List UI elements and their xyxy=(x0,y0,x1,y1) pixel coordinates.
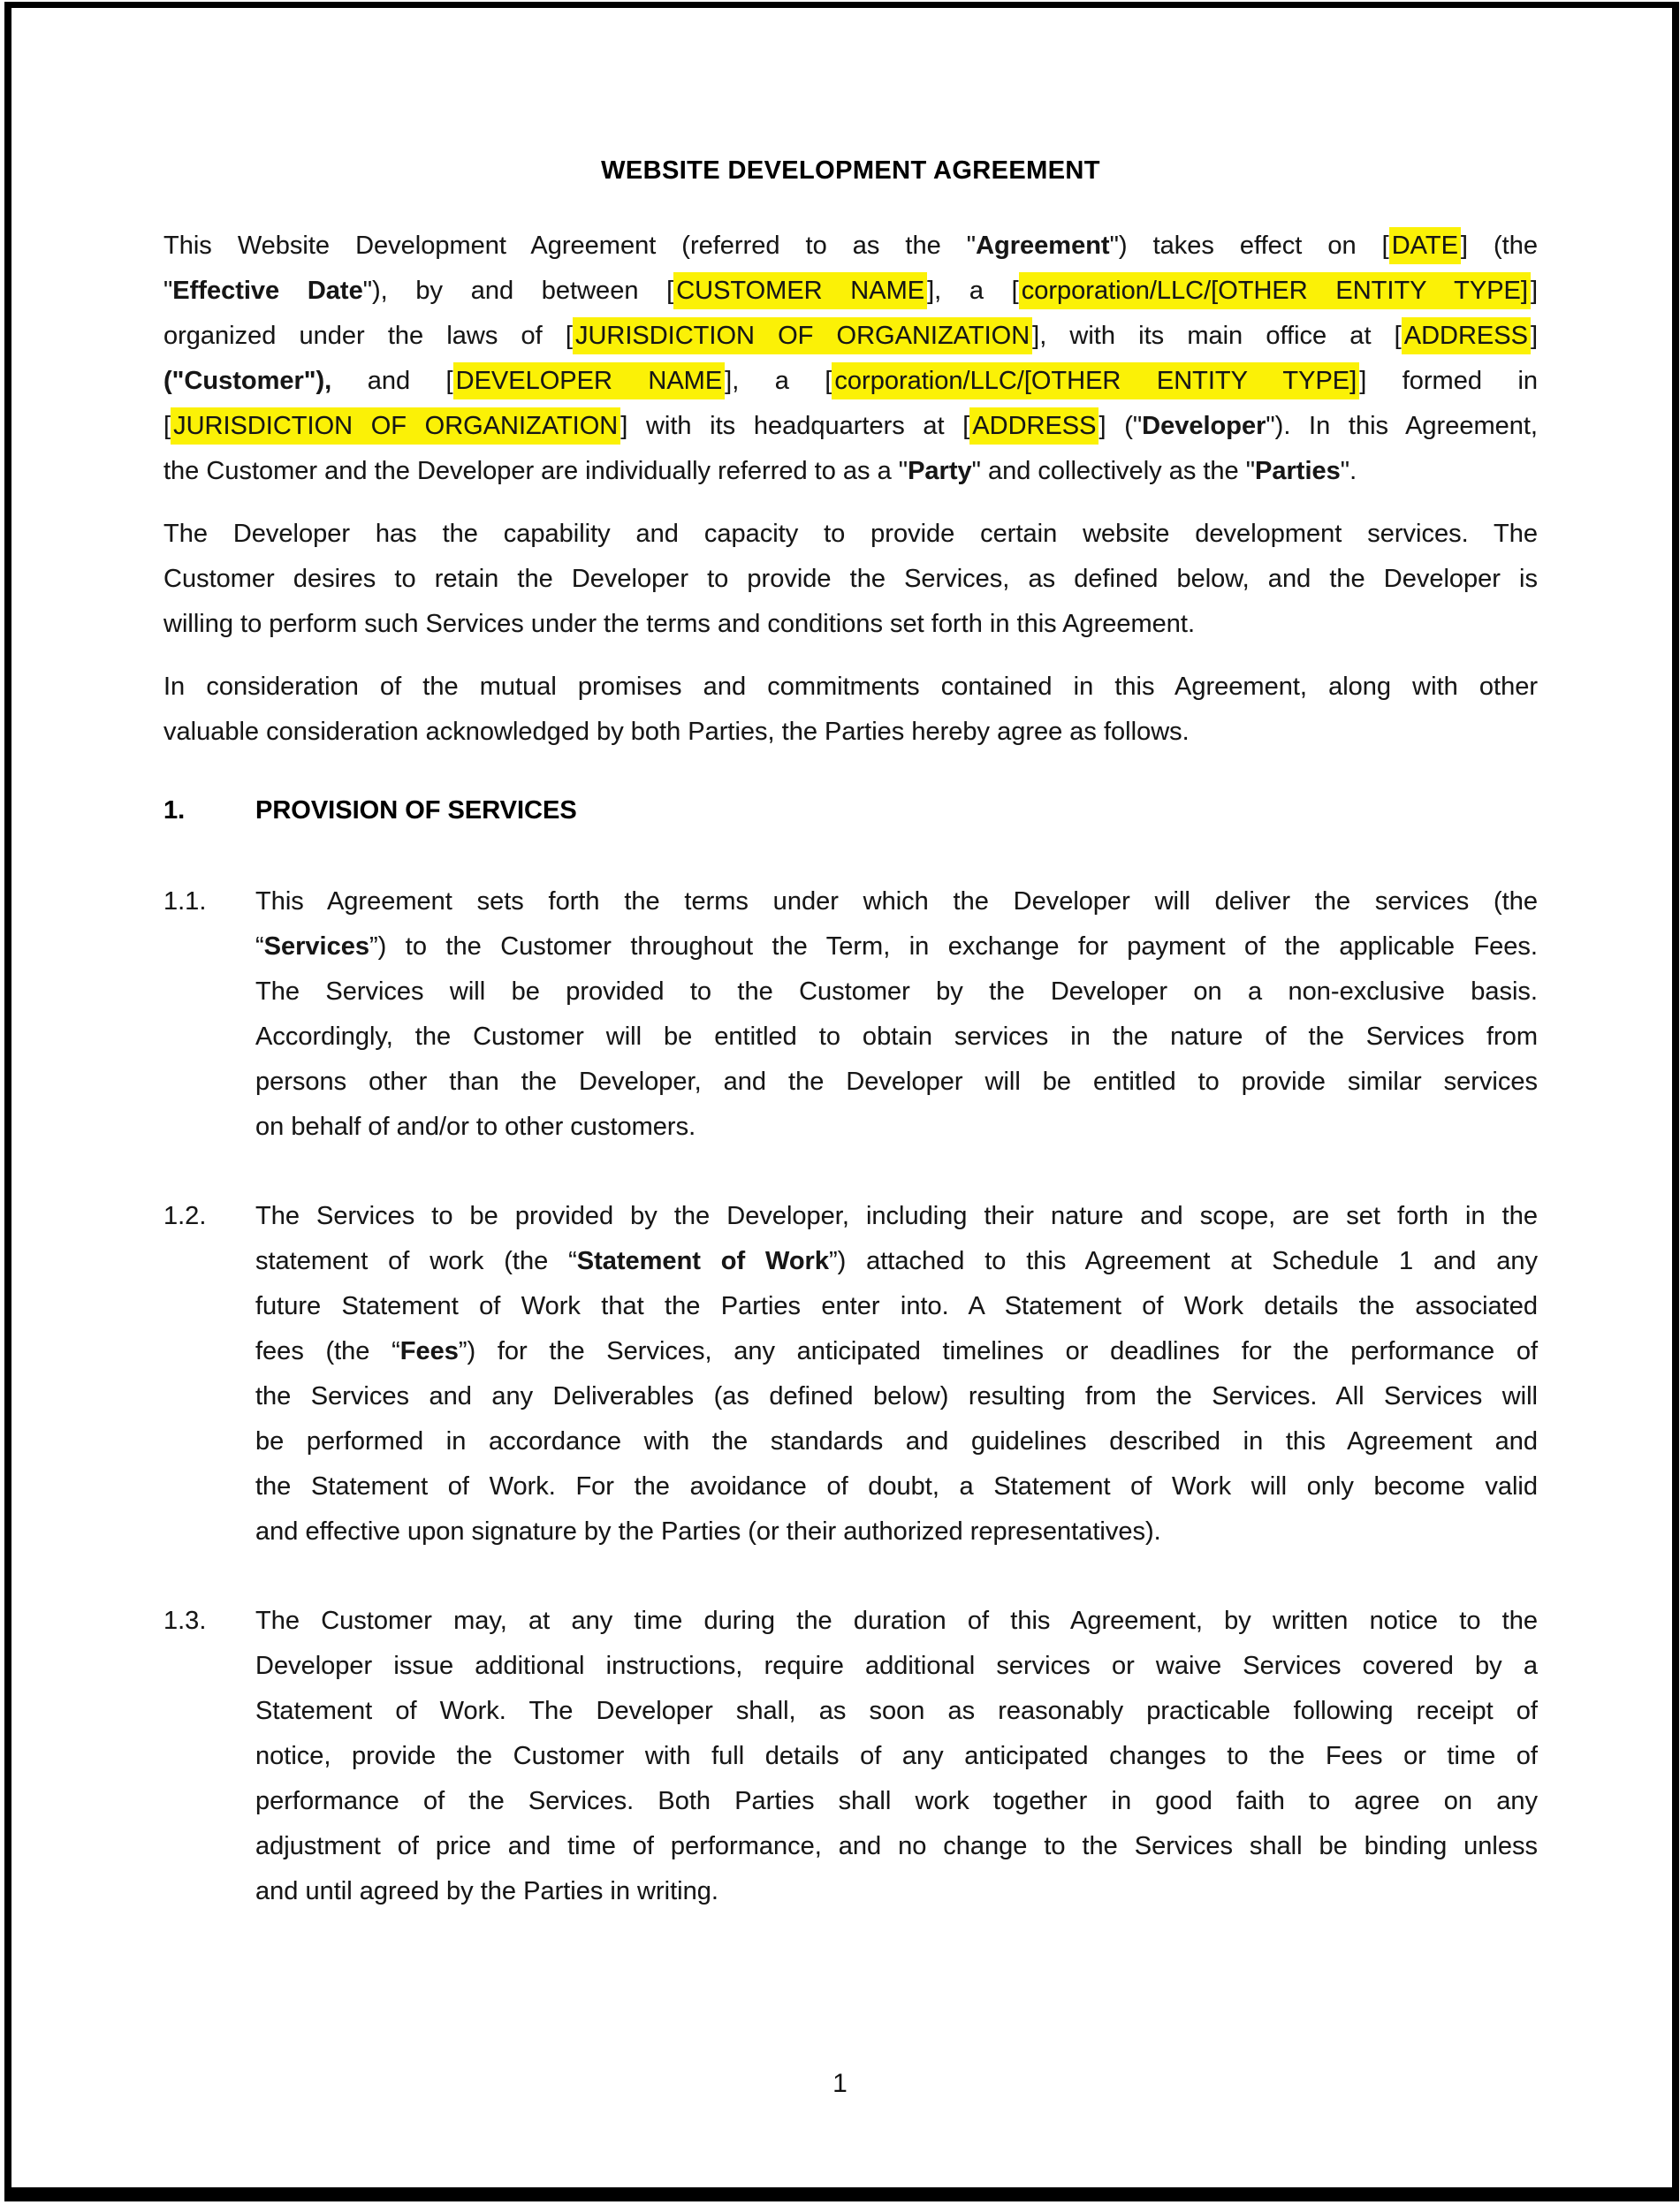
text-line: valuable consideration acknowledged by both Parties, the Parties hereby agree as follows. xyxy=(163,718,1190,746)
text-line: Statement of Work. The Developer shall, as soon as reasonably practicable following receipt of xyxy=(255,1697,1538,1725)
highlighted-placeholder: DATE xyxy=(1389,227,1461,264)
paragraph xyxy=(163,512,1538,647)
text-line: persons other than the Developer, and the Developer will be entitled to provide similar services xyxy=(255,1068,1538,1096)
text-line: ("Customer"), and [ DEVELOPER NAME ], a [ corporation/LLC/[OTHER ENTITY TYPE] ] formed in xyxy=(163,359,1538,404)
text-line: This Website Development Agreement (referred to as the "Agreement") takes effect on [ DATE ] (the xyxy=(163,224,1538,269)
text-line: [ JURISDICTION OF ORGANIZATION ] with its headquarters at [ ADDRESS ] ("Developer"). In this Agreement, xyxy=(163,404,1538,449)
page-number: 1 xyxy=(832,2069,848,2098)
bold-term: Fees xyxy=(399,1337,459,1365)
text-line: The Services will be provided to the Customer by the Developer on a non-exclusive basis. xyxy=(255,977,1538,1006)
text-line: This Agreement sets forth the terms under which the Developer will deliver the services (the xyxy=(255,887,1538,916)
clause-number: 1.3. xyxy=(163,1607,207,1635)
section-label: PROVISION OF SERVICES xyxy=(255,796,577,825)
text-line: and effective upon signature by the Parties (or their authorized representatives). xyxy=(255,1517,1161,1546)
clause xyxy=(163,879,1538,1150)
highlighted-placeholder: ADDRESS xyxy=(969,407,1098,445)
highlighted-placeholder: JURISDICTION OF ORGANIZATION xyxy=(171,407,620,445)
paragraph xyxy=(163,224,1538,494)
highlighted-placeholder: DEVELOPER NAME xyxy=(453,362,726,399)
text-line: notice, provide the Customer with full details of any anticipated changes to the Fees or time of xyxy=(255,1742,1538,1770)
text-line: Accordingly, the Customer will be entitled to obtain services in the nature of the Services from xyxy=(255,1023,1538,1051)
bold-term: ("Customer"), xyxy=(163,367,332,395)
text-line: In consideration of the mutual promises and commitments contained in this Agreement, along with other xyxy=(163,673,1538,701)
text-line: willing to perform such Services under the terms and conditions set forth in this Agreement. xyxy=(163,610,1196,638)
highlighted-placeholder: corporation/LLC/[OTHER ENTITY TYPE] xyxy=(832,362,1359,399)
text-line: fees (the “Fees”) for the Services, any anticipated timelines or deadlines for the performance of xyxy=(255,1337,1539,1365)
text-line: be performed in accordance with the standards and guidelines described in this Agreement and xyxy=(255,1427,1538,1456)
text-line: the Services and any Deliverables (as defined below) resulting from the Services. All Services will xyxy=(255,1382,1538,1410)
clause-body xyxy=(255,1194,1538,1555)
text-line: The Customer may, at any time during the duration of this Agreement, by written notice to the xyxy=(255,1607,1538,1635)
clause xyxy=(163,1194,1538,1555)
text-line: The Services to be provided by the Developer, including their nature and scope, are set forth in the xyxy=(255,1202,1538,1230)
text-line: the Customer and the Developer are individually referred to as a "Party" and collectively as the "Parties". xyxy=(163,457,1357,485)
clause-body xyxy=(255,1599,1538,1914)
text-line: performance of the Services. Both Parties shall work together in good faith to agree on any xyxy=(255,1787,1538,1815)
text-line: The Developer has the capability and capacity to provide certain website development services. The xyxy=(163,520,1538,548)
clause-number: 1.2. xyxy=(163,1202,207,1230)
text-line: Customer desires to retain the Developer to provide the Services, as defined below, and the Developer is xyxy=(163,565,1538,593)
highlighted-placeholder: ADDRESS xyxy=(1402,317,1531,354)
text-line: and until agreed by the Parties in writing. xyxy=(255,1877,718,1905)
bold-term: Agreement xyxy=(976,232,1110,260)
document-content xyxy=(163,0,1538,1958)
text-line: the Statement of Work. For the avoidance of doubt, a Statement of Work will only become valid xyxy=(255,1472,1538,1501)
document-title: WEBSITE DEVELOPMENT AGREEMENT xyxy=(601,156,1100,185)
document-body xyxy=(163,224,1538,1914)
text-line: “Services”) to the Customer throughout the Term, in exchange for payment of the applicable Fees. xyxy=(255,932,1538,961)
clause xyxy=(163,1599,1538,1914)
text-line: on behalf of and/or to other customers. xyxy=(255,1113,696,1141)
text-line: "Effective Date"), by and between [ CUSTOMER NAME ], a [ corporation/LLC/[OTHER ENTITY TYPE] ] xyxy=(163,269,1538,314)
text-line: Developer issue additional instructions, require additional services or waive Services covered by a xyxy=(255,1652,1538,1680)
section-number: 1. xyxy=(163,796,186,825)
highlighted-placeholder: corporation/LLC/[OTHER ENTITY TYPE] xyxy=(1019,272,1531,309)
bold-term: Party xyxy=(908,457,972,485)
text-line: future Statement of Work that the Parties enter into. A Statement of Work details the associated xyxy=(255,1292,1538,1320)
section-heading xyxy=(163,788,1538,833)
bold-term: Parties xyxy=(1255,457,1341,485)
paragraph xyxy=(163,665,1538,755)
text-line: organized under the laws of [ JURISDICTION OF ORGANIZATION ], with its main office at [ ADDRESS ] xyxy=(163,314,1538,359)
highlighted-placeholder: JURISDICTION OF ORGANIZATION xyxy=(573,317,1032,354)
text-line: adjustment of price and time of performance, and no change to the Services shall be binding unless xyxy=(255,1832,1538,1860)
text-line: statement of work (the “Statement of Work”) attached to this Agreement at Schedule 1 and any xyxy=(255,1247,1538,1275)
page-footer xyxy=(0,2061,1680,2106)
bold-term: Services xyxy=(263,932,369,961)
bold-term: Statement of Work xyxy=(576,1247,829,1275)
highlighted-placeholder: CUSTOMER NAME xyxy=(673,272,927,309)
bold-term: Developer xyxy=(1142,412,1266,440)
clause-body xyxy=(255,879,1538,1150)
bold-term: Effective Date xyxy=(172,277,363,305)
clause-number: 1.1. xyxy=(163,887,207,916)
